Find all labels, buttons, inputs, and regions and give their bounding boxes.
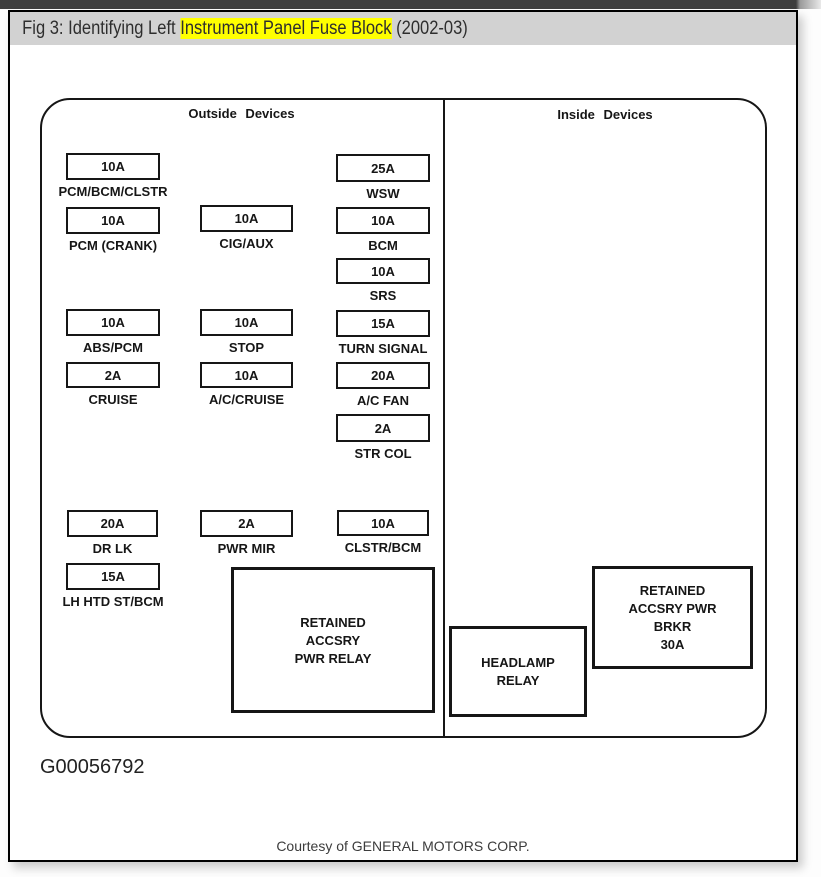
fuse-amp-rating: 10A [200,362,293,388]
fuse-amp-rating: 10A [200,309,293,336]
fuse-label: CLSTR/BCM [344,540,422,555]
fuse-a-c-fan [336,362,430,408]
fuse-label: ABS/PCM [83,340,143,355]
fuse-amp-rating: 2A [200,510,293,537]
fuse-label: A/C FAN [357,393,409,408]
fuse-amp-rating: 2A [66,362,160,388]
fuse-label: CRUISE [88,392,138,407]
fuse-label: WSW [366,186,400,201]
fuse-pwr-mir [200,510,293,556]
fuse-amp-rating: 20A [67,510,158,537]
fuse-dr-lk [67,510,158,556]
fuse-amp-rating: 10A [336,207,430,234]
courtesy-note: Courtesy of GENERAL MOTORS CORP. [276,838,530,854]
fuse-amp-rating: 10A [200,205,293,232]
fuse-amp-rating: 10A [66,207,160,234]
relay-label-line: ACCSRY PWR [628,601,717,616]
fuse-pcm-bcm-clstr [58,153,168,199]
relay-label-line: HEADLAMP [481,655,555,670]
fuse-lh-htd-st-bcm [62,563,164,609]
figure-id: G00056792 [40,756,145,778]
fuse-label: SRS [369,288,397,303]
fuse-amp-rating: 15A [336,310,430,337]
fuse-amp-rating: 10A [336,258,430,284]
fuse-turn-signal [336,310,430,356]
relay-label-line: PWR RELAY [294,650,372,666]
fuse-amp-rating: 15A [66,563,160,590]
document-page [8,10,798,862]
relay-label-line: RETAINED [639,583,706,598]
relay-label-line: ACCSRY [305,632,361,648]
inside-devices-title: Inside Devices [557,107,653,122]
fuse-pcm-crank [66,207,160,253]
retained-accsry-pwr-relay [231,567,435,713]
retained-accsry-pwr-brkr [592,566,753,669]
relay-label-line: RELAY [496,673,540,688]
fuse-label: STR COL [354,446,412,461]
fuse-wsw [336,154,430,201]
relay-label-line: RETAINED [300,614,366,630]
figure-title-highlight: Instrument Panel Fuse Block [180,18,392,39]
fuse-amp-rating: 20A [336,362,430,389]
fuse-abs-pcm [66,309,160,355]
fuse-amp-rating: 2A [336,414,430,442]
figure-title-bar [10,12,796,45]
fuse-label: PWR MIR [217,541,276,556]
fuse-label: TURN SIGNAL [338,341,428,356]
fuse-amp-rating: 10A [337,510,429,536]
fuse-label: LH HTD ST/BCM [62,594,164,609]
fuse-label: DR LK [92,541,133,556]
window-top-bar [0,0,821,9]
fuse-label: PCM/BCM/CLSTR [58,184,168,199]
fuse-stop [200,309,293,355]
section-divider-line [443,98,445,738]
fuse-label: CIG/AUX [219,236,274,251]
fuse-amp-rating: 25A [336,154,430,182]
headlamp-relay [449,626,587,717]
fuse-label: PCM (CRANK) [68,238,158,253]
relay-label-line: BRKR [653,619,692,634]
fuse-label: A/C/CRUISE [208,392,285,407]
fuse-amp-rating: 10A [66,153,160,180]
fuse-bcm [336,207,430,253]
figure-title-suffix: (2002-03) [391,18,468,39]
fuse-cruise [66,362,160,407]
fuse-label: STOP [228,340,265,355]
figure-title [10,12,468,40]
figure-title-prefix: Fig 3: Identifying Left [22,18,181,39]
fuse-cig-aux [200,205,293,251]
outside-devices-title: Outside Devices [188,106,295,121]
fuse-srs [336,258,430,303]
fuse-a-c-cruise [200,362,293,407]
fuse-clstr-bcm [337,510,429,555]
fuse-label: BCM [368,238,398,253]
relay-label-line: 30A [660,637,685,652]
fuse-amp-rating: 10A [66,309,160,336]
fuse-str-col [336,414,430,461]
